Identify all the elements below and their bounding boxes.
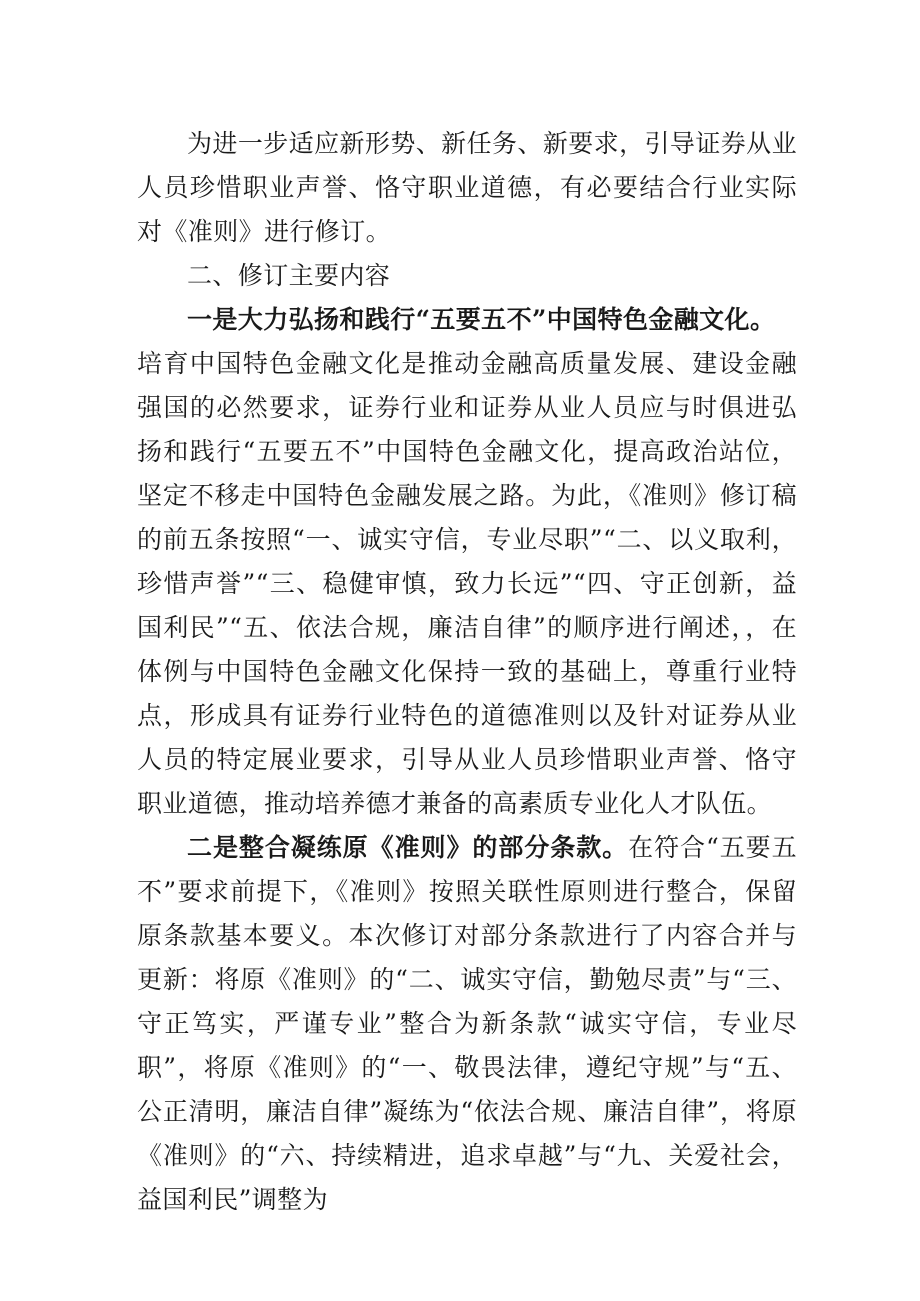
- point-one-body: 培育中国特色金融文化是推动金融高质量发展、建设金融强国的必然要求，证券行业和证券从业人员应与时俱进弘扬和践行“五要五不”中国特色金融文化，提高政治站位，坚定不移走中国特色金融发展之路。为此，《准则》修订稿的前五条按照“一、诚实守信，专业尽职”“二、以义取利，珍惜声誉”“三、稳健审慎，致力长远”“四、守正创新，益国利民”“五、依法合规，廉洁自律”的顺序进行阐述，，在体例与中国特色金融文化保持一致的基础上，尊重行业特点，形成具有证券行业特色的道德准则以及针对证券从业人员的特定展业要求，引导从业人员珍惜职业声誉、恪守职业道德，推动培养德才兼备的高素质专业化人才队伍。: [137, 349, 797, 818]
- point-two-body: 在符合“五要五不”要求前提下，《准则》按照关联性原则进行整合，保留原条款基本要义。本次修订对部分条款进行了内容合并与更新：将原《准则》的“二、诚实守信，勤勉尽责”与“三、守正笃实，严谨专业”整合为新条款“诚实守信，专业尽职”，将原《准则》的“一、敬畏法律，遵纪守规”与“五、公正清明，廉洁自律”凝练为“依法合规、廉洁自律”，将原《准则》的“六、持续精进，追求卓越”与“九、关爱社会，益国利民”调整为: [137, 833, 797, 1214]
- point-one-lead: 一是大力弘扬和践行“五要五不”中国特色金融文化。: [187, 305, 776, 334]
- intro-paragraph: 为进一步适应新形势、新任务、新要求，引导证券从业人员珍惜职业声誉、恪守职业道德，有必要结合行业实际对《准则》进行修订。: [137, 129, 797, 246]
- document-page: [137, 122, 797, 1222]
- point-two-paragraph: [137, 826, 797, 1222]
- point-two-lead: 二是整合凝练原《准则》的部分条款。: [187, 833, 629, 862]
- section-heading: 二、修订主要内容: [187, 261, 391, 290]
